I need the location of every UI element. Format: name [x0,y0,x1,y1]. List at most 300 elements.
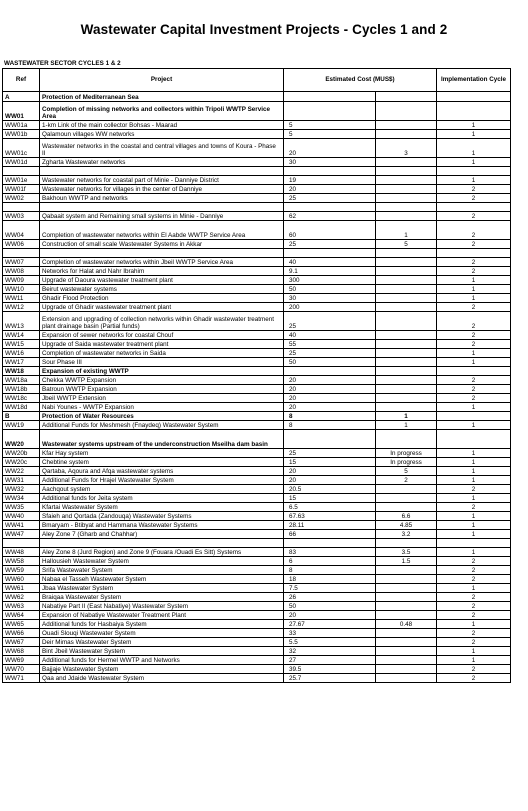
row-project: Nabi Younes - WWTP Expansion [40,403,284,412]
row-project: Jbeil WWTP Extension [40,394,284,403]
row-ref: WW01b [3,130,40,139]
row-cost-secondary: 4.85 [376,521,437,530]
row-cycle: 1 [437,176,511,185]
page-title: Wastewater Capital Investment Projects - Cycles 1 and 2 [80,22,448,37]
table-row [3,276,511,285]
row-cost: 20 [284,611,376,620]
row-project: Wastewater systems upstream of the underconstruction Mseilha dam basin [40,430,284,449]
row-ref: WW08 [3,267,40,276]
row-project: Additional Funds for Hrajel Wastewater System [40,476,284,485]
table-row [3,294,511,303]
row-cost: 27 [284,656,376,665]
row-project: Additional funds for Jeita system [40,494,284,503]
row-ref: WW01d [3,158,40,167]
row-cycle [437,430,511,449]
row-ref: WW64 [3,611,40,620]
row-cost-secondary [376,331,437,340]
row-ref: WW66 [3,629,40,638]
row-cycle: 1 [437,130,511,139]
row-project: Completion of wastewater networks within El Aabde WWTP Service Area [40,221,284,240]
table-row [3,494,511,503]
row-project: Completion of wastewater networks within Jbeil WWTP Service Area [40,258,284,267]
row-project: Protection of Water Resources [40,412,284,421]
row-ref: WW18 [3,367,40,376]
row-cost: 55 [284,340,376,349]
row-project [40,249,284,258]
row-ref: WW31 [3,476,40,485]
row-project: Qalamoun villages WW networks [40,130,284,139]
row-cost-secondary [376,130,437,139]
row-cycle [437,167,511,176]
table-row [3,503,511,512]
row-ref: WW01f [3,185,40,194]
header-estimated-cost: Estimated Cost (MUS$) [284,69,437,92]
row-cost: 5 [284,121,376,130]
row-project: Qabaait system and Remaining small systems in Minie - Danniye [40,212,284,221]
table-body [3,92,511,683]
row-ref: WW58 [3,557,40,566]
row-cycle: 1 [437,294,511,303]
row-cost: 66 [284,530,376,539]
table-row [3,584,511,593]
table-row [3,312,511,331]
row-ref: WW67 [3,638,40,647]
row-cost-secondary [376,294,437,303]
row-cost-secondary [376,340,437,349]
table-row [3,665,511,674]
row-project: Extension and upgrading of collection networks within Ghadir wastewater treatment plant drainage basin (Partial funds) [40,312,284,331]
row-cycle: 2 [437,194,511,203]
row-cost: 25 [284,349,376,358]
row-cost-secondary [376,629,437,638]
row-ref: WW02 [3,194,40,203]
row-cost-secondary [376,249,437,258]
row-cost: 20 [284,139,376,158]
row-project: Completion of wastewater networks in Saida [40,349,284,358]
row-cost-secondary [376,367,437,376]
row-ref: WW01 [3,102,40,121]
row-cycle: 1 [437,521,511,530]
row-cycle: 2 [437,303,511,312]
row-cycle [437,102,511,121]
row-project: Srifa Wastewater System [40,566,284,575]
row-project: Aley Zone 7 (Gharb and Chahhar) [40,530,284,539]
row-project: Ghadir Flood Protection [40,294,284,303]
row-cost: 67.63 [284,512,376,521]
row-ref: WW48 [3,548,40,557]
row-ref: WW01e [3,176,40,185]
row-ref: WW65 [3,620,40,629]
row-cost-secondary: 1 [376,421,437,430]
row-cost-secondary [376,566,437,575]
row-ref: WW60 [3,575,40,584]
table-row [3,476,511,485]
row-cost: 15 [284,458,376,467]
row-ref: WW47 [3,530,40,539]
row-cost [284,249,376,258]
table-row [3,430,511,449]
row-cost-secondary [376,575,437,584]
row-ref: WW04 [3,221,40,240]
row-cost [284,430,376,449]
row-cost: 18 [284,575,376,584]
table-row [3,548,511,557]
row-cost: 5.5 [284,638,376,647]
row-cost: 60 [284,221,376,240]
table-row [3,512,511,521]
row-project: Chebtine system [40,458,284,467]
table-row [3,158,511,167]
sector-title: WASTEWATER SECTOR CYCLES 1 & 2 [4,60,121,67]
row-cycle: 2 [437,221,511,240]
row-project: Construction of small scale Wastewater Systems in Akkar [40,240,284,249]
row-cost-secondary: 5 [376,467,437,476]
row-project: Upgrade of Saida wastewater treatment plant [40,340,284,349]
row-cost-secondary [376,584,437,593]
row-cost-secondary: In progress [376,458,437,467]
table-row [3,102,511,121]
row-project: Bakhoun WWTP and networks [40,194,284,203]
table-row [3,139,511,158]
row-ref: WW10 [3,285,40,294]
row-cost-secondary [376,258,437,267]
table-row [3,629,511,638]
row-cost-secondary [376,358,437,367]
row-cycle: 2 [437,593,511,602]
row-project [40,203,284,212]
row-cost: 20.5 [284,485,376,494]
row-cost-secondary [376,158,437,167]
table-row [3,367,511,376]
table-row [3,121,511,130]
table-row [3,385,511,394]
row-cost-secondary: 1.5 [376,557,437,566]
row-cost: 6 [284,557,376,566]
row-cost-secondary [376,276,437,285]
table-row [3,566,511,575]
row-cycle: 2 [437,376,511,385]
row-cost-secondary: 3 [376,139,437,158]
row-ref: WW18a [3,376,40,385]
table-row [3,638,511,647]
row-cost [284,92,376,102]
table-row [3,521,511,530]
row-cost: 9.1 [284,267,376,276]
row-project: Kfar Hay system [40,449,284,458]
row-cost-secondary [376,312,437,331]
row-project: Upgrade of Ghadir wastewater treatment plant [40,303,284,312]
row-ref: WW18d [3,403,40,412]
row-project: 1-km Link of the main collector Bohsas - Maarad [40,121,284,130]
table-row [3,303,511,312]
row-ref: WW18b [3,385,40,394]
table-row [3,656,511,665]
table-row [3,557,511,566]
row-cost: 83 [284,548,376,557]
row-cost-secondary [376,647,437,656]
row-ref: WW15 [3,340,40,349]
row-ref: WW35 [3,503,40,512]
row-cycle: 2 [437,611,511,620]
row-cost: 20 [284,385,376,394]
row-ref: B [3,412,40,421]
row-project: Ouadi Slouqi Wastewater System [40,629,284,638]
row-cost: 7.5 [284,584,376,593]
row-project: Additional funds for Hermel WWTP and Networks [40,656,284,665]
row-cost-secondary [376,176,437,185]
row-cycle: 1 [437,349,511,358]
row-cycle: 1 [437,358,511,367]
row-cost: 25.7 [284,674,376,683]
row-cost-secondary [376,194,437,203]
row-ref: WW17 [3,358,40,367]
row-project: Nabaa el Tasseh Wastewater System [40,575,284,584]
row-ref [3,167,40,176]
row-cycle: 2 [437,638,511,647]
row-cycle: 2 [437,394,511,403]
row-project: Wastewater networks in the coastal and central villages and towns of Koura - Phase II [40,139,284,158]
row-ref: WW62 [3,593,40,602]
row-cycle [437,203,511,212]
row-cost: 62 [284,212,376,221]
table-row [3,331,511,340]
row-cost-secondary [376,665,437,674]
row-project: Networks for Halat and Nahr Ibrahim [40,267,284,276]
table-header-row [3,69,511,92]
table-row [3,412,511,421]
row-cycle: 2 [437,185,511,194]
row-ref: WW41 [3,521,40,530]
row-project [40,167,284,176]
row-ref: WW70 [3,665,40,674]
row-cost-secondary [376,303,437,312]
row-cost: 40 [284,258,376,267]
row-cost-secondary: In progress [376,449,437,458]
row-project: Hallousieh Wastewater System [40,557,284,566]
table-row [3,575,511,584]
row-cycle: 2 [437,240,511,249]
row-project: Kfartai Wastewater System [40,503,284,512]
row-cost: 20 [284,376,376,385]
row-cycle [437,92,511,102]
row-cost: 20 [284,394,376,403]
row-cost-secondary [376,394,437,403]
row-cost: 28.11 [284,521,376,530]
row-cost: 8 [284,566,376,575]
row-project: Protection of Mediterranean Sea [40,92,284,102]
row-cycle: 1 [437,276,511,285]
row-cost: 50 [284,358,376,367]
row-project: Deir Mimas Wastewater System [40,638,284,647]
row-ref: WW03 [3,212,40,221]
row-cost [284,167,376,176]
table-row [3,194,511,203]
row-cost [284,102,376,121]
row-cost-secondary [376,593,437,602]
row-cost: 25 [284,312,376,331]
table-row [3,240,511,249]
row-project: Completion of missing networks and collectors within Tripoli WWTP Service Area [40,102,284,121]
row-cycle: 2 [437,665,511,674]
row-cycle: 2 [437,566,511,575]
row-cost-secondary [376,503,437,512]
row-project: Braiqaa Wastewater System [40,593,284,602]
row-project: Expansion of sewer networks for coastal Chouf [40,331,284,340]
row-ref: WW01c [3,139,40,158]
row-cost-secondary: 3.2 [376,530,437,539]
table-row [3,620,511,629]
row-cost-secondary [376,674,437,683]
row-cycle: 1 [437,647,511,656]
row-cycle: 1 [437,121,511,130]
table-row [3,593,511,602]
row-cost-secondary [376,611,437,620]
row-project: Wastewater networks for villages in the center of Danniye [40,185,284,194]
row-project: Beirut wastewater systems [40,285,284,294]
row-cycle: 1 [437,458,511,467]
row-project: Nabatiye Part II (East Nabatiye) Wastewater System [40,602,284,611]
row-ref: WW59 [3,566,40,575]
row-cycle: 1 [437,449,511,458]
row-cost-secondary [376,121,437,130]
row-cycle: 2 [437,258,511,267]
row-cycle [437,539,511,548]
row-cost-secondary [376,656,437,665]
row-project: Expansion of existing WWTP [40,367,284,376]
table-row [3,403,511,412]
table-row [3,467,511,476]
row-cost-secondary [376,203,437,212]
row-ref: WW63 [3,602,40,611]
row-cost: 20 [284,403,376,412]
row-cost-secondary [376,267,437,276]
table-row [3,611,511,620]
row-ref: WW40 [3,512,40,521]
table-row [3,212,511,221]
row-cost: 30 [284,294,376,303]
row-cycle: 1 [437,548,511,557]
row-cost-secondary [376,212,437,221]
row-cost-secondary: 1 [376,221,437,240]
table-row [3,285,511,294]
row-ref: WW07 [3,258,40,267]
row-cycle: 1 [437,285,511,294]
table-row [3,394,511,403]
row-cycle: 1 [437,512,511,521]
row-cost: 50 [284,602,376,611]
row-project: Sour Phase III [40,358,284,367]
row-cycle: 2 [437,575,511,584]
row-project: Jbaa Wastewater System [40,584,284,593]
row-cost-secondary [376,185,437,194]
row-cost-secondary [376,385,437,394]
row-ref: WW11 [3,294,40,303]
table-row [3,530,511,539]
table-row [3,458,511,467]
row-cost-secondary [376,485,437,494]
row-cycle: 1 [437,620,511,629]
row-ref [3,203,40,212]
row-cost: 15 [284,494,376,503]
row-cycle: 1 [437,530,511,539]
row-ref [3,249,40,258]
table-row [3,421,511,430]
table-row [3,167,511,176]
row-ref: WW09 [3,276,40,285]
row-project: Sfaieh and Qortada (Zandouqa) Wastewater Systems [40,512,284,521]
row-cycle: 2 [437,485,511,494]
row-cost: 27.67 [284,620,376,629]
row-ref: WW61 [3,584,40,593]
row-cost: 8 [284,412,376,421]
row-cost-secondary [376,376,437,385]
row-cost: 32 [284,647,376,656]
table-row [3,376,511,385]
row-cost: 5 [284,130,376,139]
row-cycle: 1 [437,656,511,665]
row-cost: 30 [284,158,376,167]
row-cost: 20 [284,185,376,194]
table-row [3,176,511,185]
row-cost-secondary: 5 [376,240,437,249]
row-cost-secondary [376,602,437,611]
row-cycle: 1 [437,403,511,412]
row-ref: WW16 [3,349,40,358]
row-cycle: 2 [437,629,511,638]
row-cycle: 1 [437,421,511,430]
row-ref: WW71 [3,674,40,683]
row-cycle: 2 [437,385,511,394]
row-cost-secondary [376,102,437,121]
row-ref [3,539,40,548]
table-row [3,130,511,139]
row-cost-secondary: 3.5 [376,548,437,557]
row-project: Bajjaje Wastewater System [40,665,284,674]
row-cost-secondary [376,494,437,503]
row-cost-secondary: 2 [376,476,437,485]
row-cost: 40 [284,331,376,340]
row-project: Additional Funds for Meshmesh (Fnaydeq) Wastewater System [40,421,284,430]
table-row [3,258,511,267]
table-row [3,340,511,349]
projects-table [2,68,511,683]
row-project [40,539,284,548]
row-ref: WW69 [3,656,40,665]
table-row [3,485,511,494]
row-project: Upgrade of Daoura wastewater treatment plant [40,276,284,285]
header-project: Project [40,69,284,92]
row-cycle: 2 [437,331,511,340]
row-cost-secondary [376,638,437,647]
row-project: Chekka WWTP Expansion [40,376,284,385]
row-cost: 50 [284,285,376,294]
row-ref: WW14 [3,331,40,340]
row-ref: WW12 [3,303,40,312]
row-cost [284,367,376,376]
row-cost-secondary: 6.6 [376,512,437,521]
row-cost: 26 [284,593,376,602]
row-cost: 25 [284,240,376,249]
row-project: Aley Zone 8 (Jurd Region) and Zone 9 (Fouara /Ouadi Es Sitt) Systems [40,548,284,557]
row-ref: WW06 [3,240,40,249]
row-cycle: 2 [437,267,511,276]
row-project: Batroun WWTP Expansion [40,385,284,394]
table-row [3,349,511,358]
row-ref: WW20 [3,430,40,449]
row-cycle: 2 [437,557,511,566]
row-cycle [437,367,511,376]
row-cost: 25 [284,194,376,203]
